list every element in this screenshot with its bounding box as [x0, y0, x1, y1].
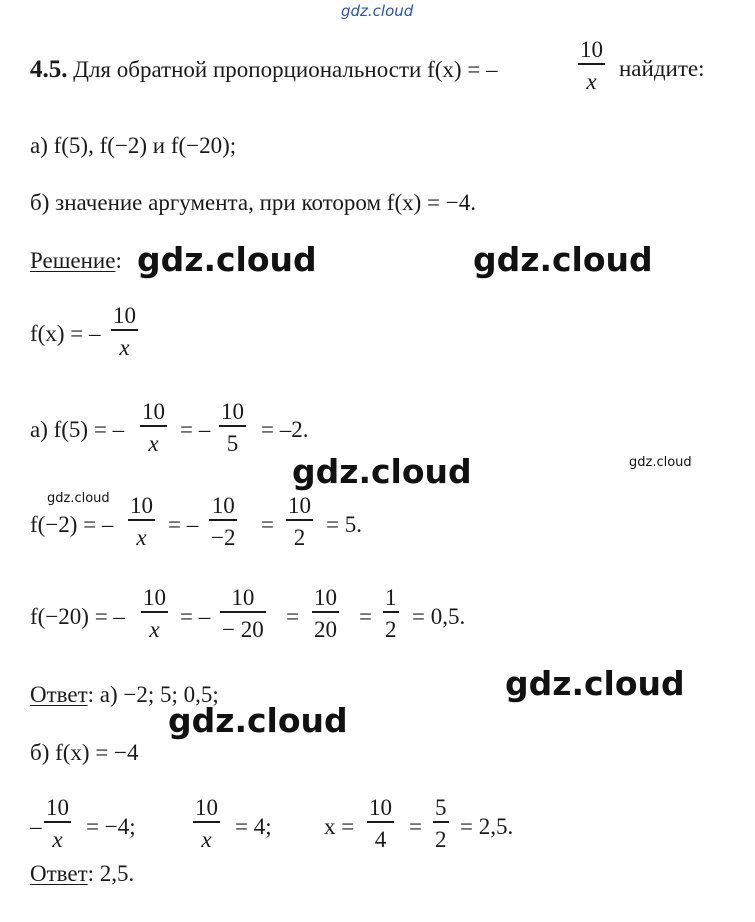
a3-fraction-4	[383, 586, 399, 641]
answer-label: Ответ	[30, 682, 88, 707]
fraction-denominator: x	[149, 616, 160, 642]
watermark-small: gdz.cloud	[47, 491, 110, 506]
a2-fraction-1	[128, 494, 155, 549]
answer-text: : а) −2; 5; 0,5;	[87, 682, 219, 707]
problem-statement	[30, 57, 498, 82]
a1-result: = –2.	[261, 417, 309, 442]
fraction-denominator: x	[201, 826, 212, 852]
a2-eq2: =	[261, 512, 274, 537]
a3-fraction-1	[141, 586, 168, 641]
fraction-numerator: 10	[211, 493, 235, 518]
watermark-top: gdz.cloud	[341, 2, 414, 20]
fraction-numerator: 10	[143, 585, 166, 610]
solution-label-text: Решение	[30, 248, 116, 273]
a2-result: = 5.	[326, 512, 362, 537]
fraction-numerator: 10	[288, 493, 311, 518]
fraction-denominator: 2	[293, 524, 306, 550]
fraction-denominator: x	[119, 334, 130, 360]
definition-fraction	[111, 304, 138, 359]
a2-eq1: = –	[168, 512, 199, 537]
fraction-denominator: 5	[226, 430, 239, 456]
a2-fraction-2	[209, 494, 237, 549]
b-fraction-2	[193, 796, 220, 851]
b-result-3: = 2,5.	[460, 814, 514, 839]
fraction-numerator: 10	[221, 399, 244, 424]
fraction-numerator: 10	[113, 303, 136, 328]
fraction-denominator: x	[52, 826, 63, 852]
b-fraction-3	[367, 796, 394, 851]
a3-fraction-3	[312, 586, 339, 641]
fraction-denominator: 2	[385, 616, 397, 642]
fraction-numerator: 1	[385, 585, 397, 610]
a2-lhs: f(−2) = –	[30, 512, 114, 537]
fraction-denominator: 4	[374, 826, 387, 852]
answer-b	[30, 862, 134, 885]
watermark: gdz.cloud	[137, 240, 317, 279]
watermark: gdz.cloud	[168, 701, 348, 740]
a1-fraction-1	[140, 400, 167, 455]
a3-eq3: =	[359, 604, 372, 629]
fraction-numerator: 10	[142, 399, 165, 424]
fraction-numerator: 5	[435, 795, 447, 820]
solution-label-colon: :	[115, 248, 122, 273]
watermark-small: gdz.cloud	[629, 455, 692, 470]
b-fraction-4	[433, 796, 449, 851]
a3-eq1: = –	[180, 604, 211, 629]
definition-lhs: f(x) = –	[30, 321, 101, 346]
fraction-numerator: 10	[130, 493, 153, 518]
problem-fraction	[578, 38, 605, 93]
a3-fraction-2	[220, 586, 266, 641]
fraction-numerator: 10	[46, 795, 69, 820]
fraction-denominator: 20	[314, 616, 337, 642]
b-fraction-1	[44, 796, 71, 851]
problem-part-a: а) f(5), f(−2) и f(−20);	[30, 133, 237, 158]
watermark: gdz.cloud	[473, 240, 653, 279]
fraction-numerator: 10	[580, 37, 603, 62]
fraction-numerator: 10	[195, 795, 218, 820]
b-result-2: = 4;	[235, 814, 272, 839]
a1-fraction-2	[219, 400, 246, 455]
b-line: б) f(x) = −4	[30, 740, 139, 765]
b-eq: =	[409, 814, 422, 839]
b-minus: –	[30, 814, 42, 839]
a2-fraction-3	[286, 494, 313, 549]
solution-label	[30, 249, 122, 272]
fraction-denominator: −2	[211, 524, 236, 550]
b-x: x =	[324, 814, 355, 839]
fraction-denominator: 2	[435, 826, 447, 852]
fraction-numerator: 10	[231, 585, 255, 610]
fraction-denominator: x	[136, 524, 147, 550]
problem-text-end: найдите:	[619, 56, 705, 81]
a3-result: = 0,5.	[412, 604, 466, 629]
problem-number: 4.5.	[30, 56, 68, 83]
b-result-1: = −4;	[86, 814, 136, 839]
a3-eq2: =	[286, 604, 299, 629]
fraction-denominator: − 20	[222, 616, 264, 642]
a1-lhs: а) f(5) = –	[30, 417, 125, 442]
fraction-denominator: x	[148, 430, 159, 456]
answer-label: Ответ	[30, 861, 88, 886]
answer-text: : 2,5.	[87, 861, 135, 886]
watermark: gdz.cloud	[292, 452, 472, 491]
a1-eq1: = –	[180, 417, 211, 442]
watermark: gdz.cloud	[505, 664, 685, 703]
fraction-numerator: 10	[314, 585, 337, 610]
problem-text: Для обратной пропорциональности f(x) = –	[73, 57, 498, 82]
a3-lhs: f(−20) = –	[30, 604, 125, 629]
fraction-denominator: x	[586, 68, 597, 94]
problem-part-b: б) значение аргумента, при котором f(x) = −4.	[30, 190, 476, 215]
fraction-numerator: 10	[369, 795, 392, 820]
